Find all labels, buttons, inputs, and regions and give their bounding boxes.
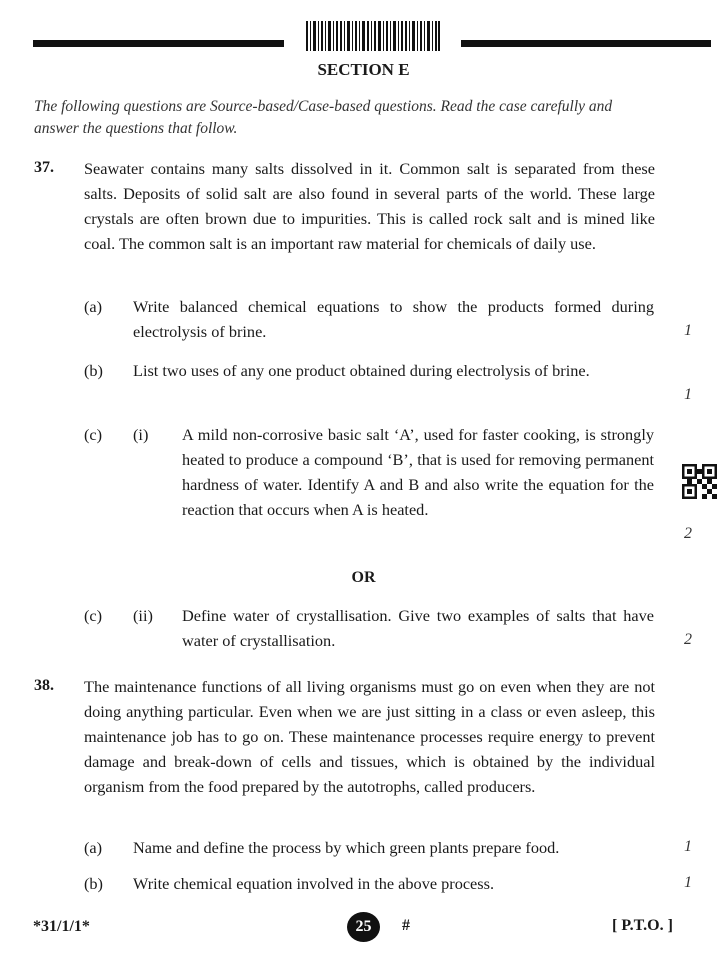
q37-part-c-ii-text: Define water of crystallisation. Give two examples of salts that have water of crystallisation.: [182, 606, 654, 650]
q38-part-a-marks: 1: [684, 838, 692, 855]
header-rule-left: [33, 40, 284, 47]
question-37-number: 37.: [34, 159, 54, 176]
qr-code-icon: [682, 464, 717, 499]
q38-part-b-text: Write chemical equation involved in the above process.: [133, 874, 495, 893]
pto-label: [ P.T.O. ]: [612, 917, 673, 934]
q37-part-c-i-text: A mild non-corrosive basic salt ‘A’, used for faster cooking, is strongly heated to produce a compound ‘B’, that is used for removing permanent hardness of water. Identify A and B and also write the equation for the reaction that occurs when A is heated.: [182, 425, 654, 519]
q37-part-a-marks: 1: [684, 322, 692, 339]
q38-part-b-label: (b): [84, 874, 103, 893]
question-38-passage: The maintenance functions of all living organisms must go on even when they are not doing anything particular. Even when we are just sitting in a class or even asleep, this maintenance job has to go on. These maintenance processes require energy to prevent damage and break-down of cells and tissues, which is obtained by the individual organism from the food prepared by the autotrophs, called producers.: [84, 677, 655, 796]
q37-part-a-text: Write balanced chemical equations to show the products formed during electrolysis of brine.: [133, 297, 654, 341]
or-divider: OR: [351, 569, 376, 586]
q37-part-b-label: (b): [84, 361, 103, 380]
q37-part-c-alt-label: (c): [84, 606, 103, 625]
question-37-passage: Seawater contains many salts dissolved in it. Common salt is separated from these salts. Deposits of solid salt are also found in several parts of the world. These large crystals are often brown due to impurities. This is called rock salt and is mined like coal. The common salt is an important raw material for chemicals of daily use.: [84, 159, 655, 253]
page-number: 25: [347, 912, 380, 942]
q37-part-c-label: (c): [84, 425, 103, 444]
question-38-number: 38.: [34, 677, 54, 694]
q37-part-c-i-label: (i): [133, 425, 149, 444]
q37-part-c-i-marks: 2: [684, 525, 692, 542]
section-title: SECTION E: [317, 60, 410, 79]
barcode-icon: [306, 21, 440, 51]
q38-part-a-label: (a): [84, 838, 103, 857]
section-instructions: The following questions are Source-based/Case-based questions. Read the case carefully and answer the questions that follow.: [34, 98, 613, 137]
q37-part-a-label: (a): [84, 297, 103, 316]
hash-mark: #: [402, 917, 410, 934]
paper-code: *31/1/1*: [33, 918, 90, 935]
header-rule-right: [461, 40, 711, 47]
q37-part-b-text: List two uses of any one product obtained during electrolysis of brine.: [133, 361, 590, 380]
q38-part-b-marks: 1: [684, 874, 692, 891]
q37-part-c-ii-label: (ii): [133, 606, 153, 625]
q38-part-a-text: Name and define the process by which green plants prepare food.: [133, 838, 560, 857]
q37-part-c-ii-marks: 2: [684, 631, 692, 648]
q37-part-b-marks: 1: [684, 386, 692, 403]
